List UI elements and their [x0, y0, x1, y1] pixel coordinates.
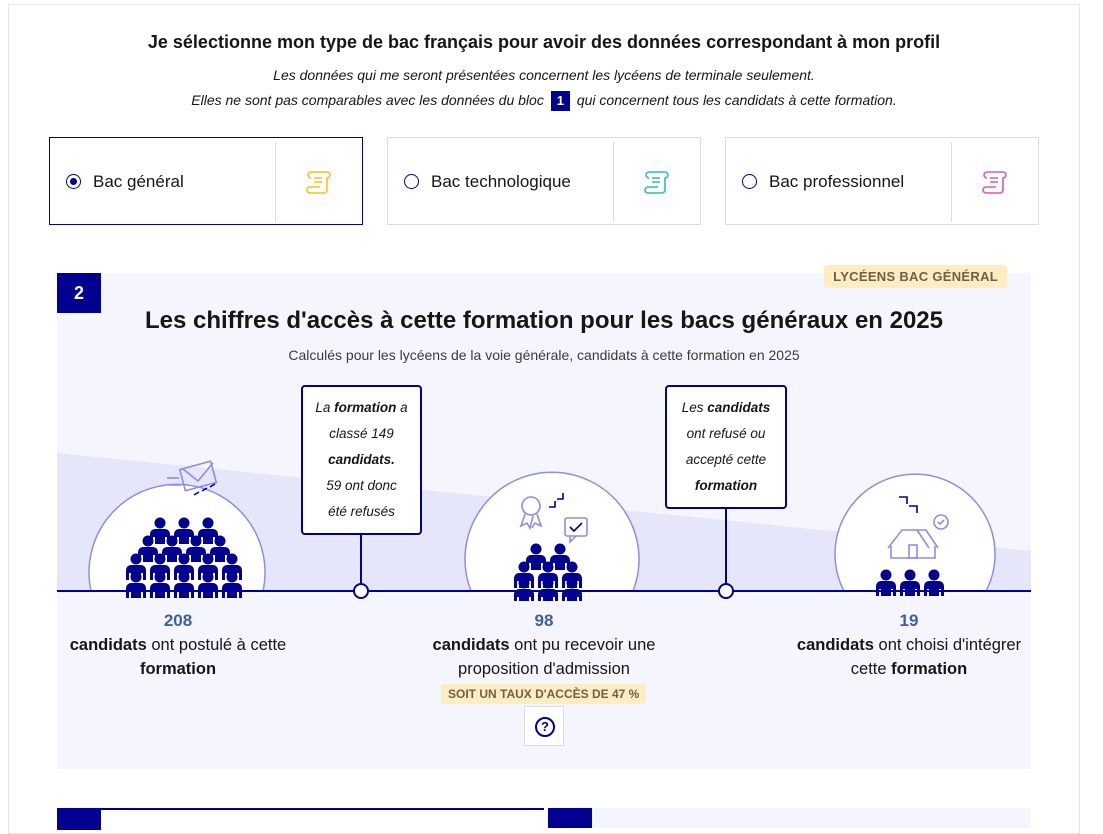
- bac-selection-note: Les données qui me seront présentées concernent les lycéens de terminale seulement.: [273, 67, 815, 83]
- person-icon: [126, 583, 146, 598]
- person-icon: [179, 572, 190, 583]
- callout-text: a: [400, 400, 408, 415]
- next-section-card: [548, 808, 1031, 828]
- enrolled-count: 19: [899, 611, 919, 630]
- person-icon: [203, 554, 214, 565]
- note-text: Elles ne sont pas comparables avec les données du bloc: [191, 92, 544, 108]
- person-icon: [538, 589, 558, 601]
- stat-text: candidats: [432, 636, 510, 654]
- callout-text: 59 ont donc: [326, 478, 397, 493]
- person-icon: [167, 536, 178, 547]
- bac-option-label: Bac général: [93, 172, 184, 191]
- section-number-badge: 2: [57, 273, 101, 313]
- next-section-card: [57, 808, 544, 828]
- stat-text: formation: [891, 660, 968, 678]
- person-icon: [155, 554, 166, 565]
- access-rate-badge: SOIT UN TAUX D'ACCÈS DE 47 %: [441, 684, 646, 704]
- person-icon: [905, 570, 916, 581]
- callout-text: Les: [681, 400, 704, 415]
- lyceens-tag: LYCÉENS BAC GÉNÉRAL: [824, 265, 1007, 288]
- person-icon: [567, 578, 578, 589]
- proposals-label: [404, 633, 684, 681]
- divider: [613, 142, 614, 222]
- callout-text: classé 149: [329, 426, 394, 441]
- person-icon: [227, 572, 238, 583]
- bac-selection-note-2: [0, 91, 1088, 111]
- stat-text: ont choisi d'intégrer: [878, 636, 1022, 654]
- callout-text: formation: [334, 400, 397, 415]
- proposals-crowd-icon: [508, 541, 588, 601]
- stat-text: ont pu recevoir une: [514, 636, 656, 654]
- person-icon: [179, 518, 190, 529]
- enrolled-crowd-icon: [870, 565, 950, 601]
- callout-text: ont refusé ou: [686, 426, 766, 441]
- person-icon: [929, 570, 940, 581]
- applicants-label: [48, 633, 308, 681]
- bac-selection-heading: Je sélectionne mon type de bac français pour avoir des données correspondant à mon profil: [147, 32, 941, 52]
- person-icon: [174, 583, 194, 598]
- stat-text: proposition d'admission: [458, 660, 630, 678]
- person-icon: [131, 572, 142, 583]
- note-text: qui concernent tous les candidats à cette formation.: [576, 92, 897, 108]
- person-icon: [155, 518, 166, 529]
- section-title: Les chiffres d'accès à cette formation pour les bacs généraux en 2025: [144, 307, 944, 334]
- person-icon: [881, 570, 892, 581]
- candidates-crowd-icon: [118, 515, 248, 601]
- stat-text: cette: [850, 660, 887, 678]
- person-icon: [543, 578, 554, 589]
- person-icon: [203, 518, 214, 529]
- decision-callout: [665, 385, 787, 509]
- divider: [275, 142, 276, 222]
- person-icon: [514, 589, 534, 601]
- bac-option-professionnel[interactable]: [725, 137, 1039, 225]
- applicants-count: 208: [163, 611, 193, 630]
- person-icon: [555, 544, 566, 555]
- divider: [951, 142, 952, 222]
- person-icon: [227, 554, 238, 565]
- scroll-icon: [642, 168, 672, 196]
- bac-option-technologique[interactable]: [387, 137, 701, 225]
- person-icon: [198, 583, 218, 598]
- person-icon: [519, 562, 530, 573]
- radio-button[interactable]: [66, 174, 81, 189]
- person-icon: [519, 578, 530, 589]
- enrolled-label: [779, 633, 1039, 681]
- person-icon: [924, 581, 944, 596]
- person-icon: [191, 536, 202, 547]
- person-icon: [900, 581, 920, 596]
- question-icon: ?: [535, 717, 555, 737]
- person-icon: [531, 544, 542, 555]
- ranking-callout: [301, 385, 422, 535]
- person-icon: [143, 536, 154, 547]
- radio-button[interactable]: [742, 174, 757, 189]
- person-icon: [215, 536, 226, 547]
- callout-text: candidats: [707, 400, 771, 415]
- bac-option-label: Bac professionnel: [769, 172, 905, 191]
- proposals-count: 98: [534, 611, 554, 630]
- callout-text: La: [315, 400, 331, 415]
- person-icon: [179, 554, 190, 565]
- person-icon: [562, 589, 582, 601]
- person-icon: [203, 572, 214, 583]
- scroll-icon: [304, 168, 334, 196]
- person-icon: [155, 572, 166, 583]
- help-button[interactable]: [524, 706, 564, 746]
- bloc-number-badge: 1: [551, 91, 570, 111]
- stat-text: candidats: [69, 636, 147, 654]
- bac-option-general[interactable]: [49, 137, 363, 225]
- scroll-icon: [980, 168, 1010, 196]
- callout-text: accepté cette: [685, 452, 767, 467]
- stat-text: formation: [139, 660, 217, 678]
- callout-text: formation: [694, 478, 758, 493]
- person-icon: [150, 583, 170, 598]
- stat-text: candidats: [796, 636, 874, 654]
- callout-text: candidats.: [328, 452, 395, 467]
- person-icon: [131, 554, 142, 565]
- stat-text: ont postulé à cette: [151, 636, 287, 654]
- bac-option-label: Bac technologique: [431, 172, 571, 191]
- person-icon: [543, 562, 554, 573]
- section-subtitle: Calculés pour les lycéens de la voie générale, candidats à cette formation en 2025: [288, 347, 800, 363]
- person-icon: [222, 583, 242, 598]
- person-icon: [876, 581, 896, 596]
- person-icon: [567, 562, 578, 573]
- callout-text: été refusés: [328, 504, 395, 519]
- radio-button[interactable]: [404, 174, 419, 189]
